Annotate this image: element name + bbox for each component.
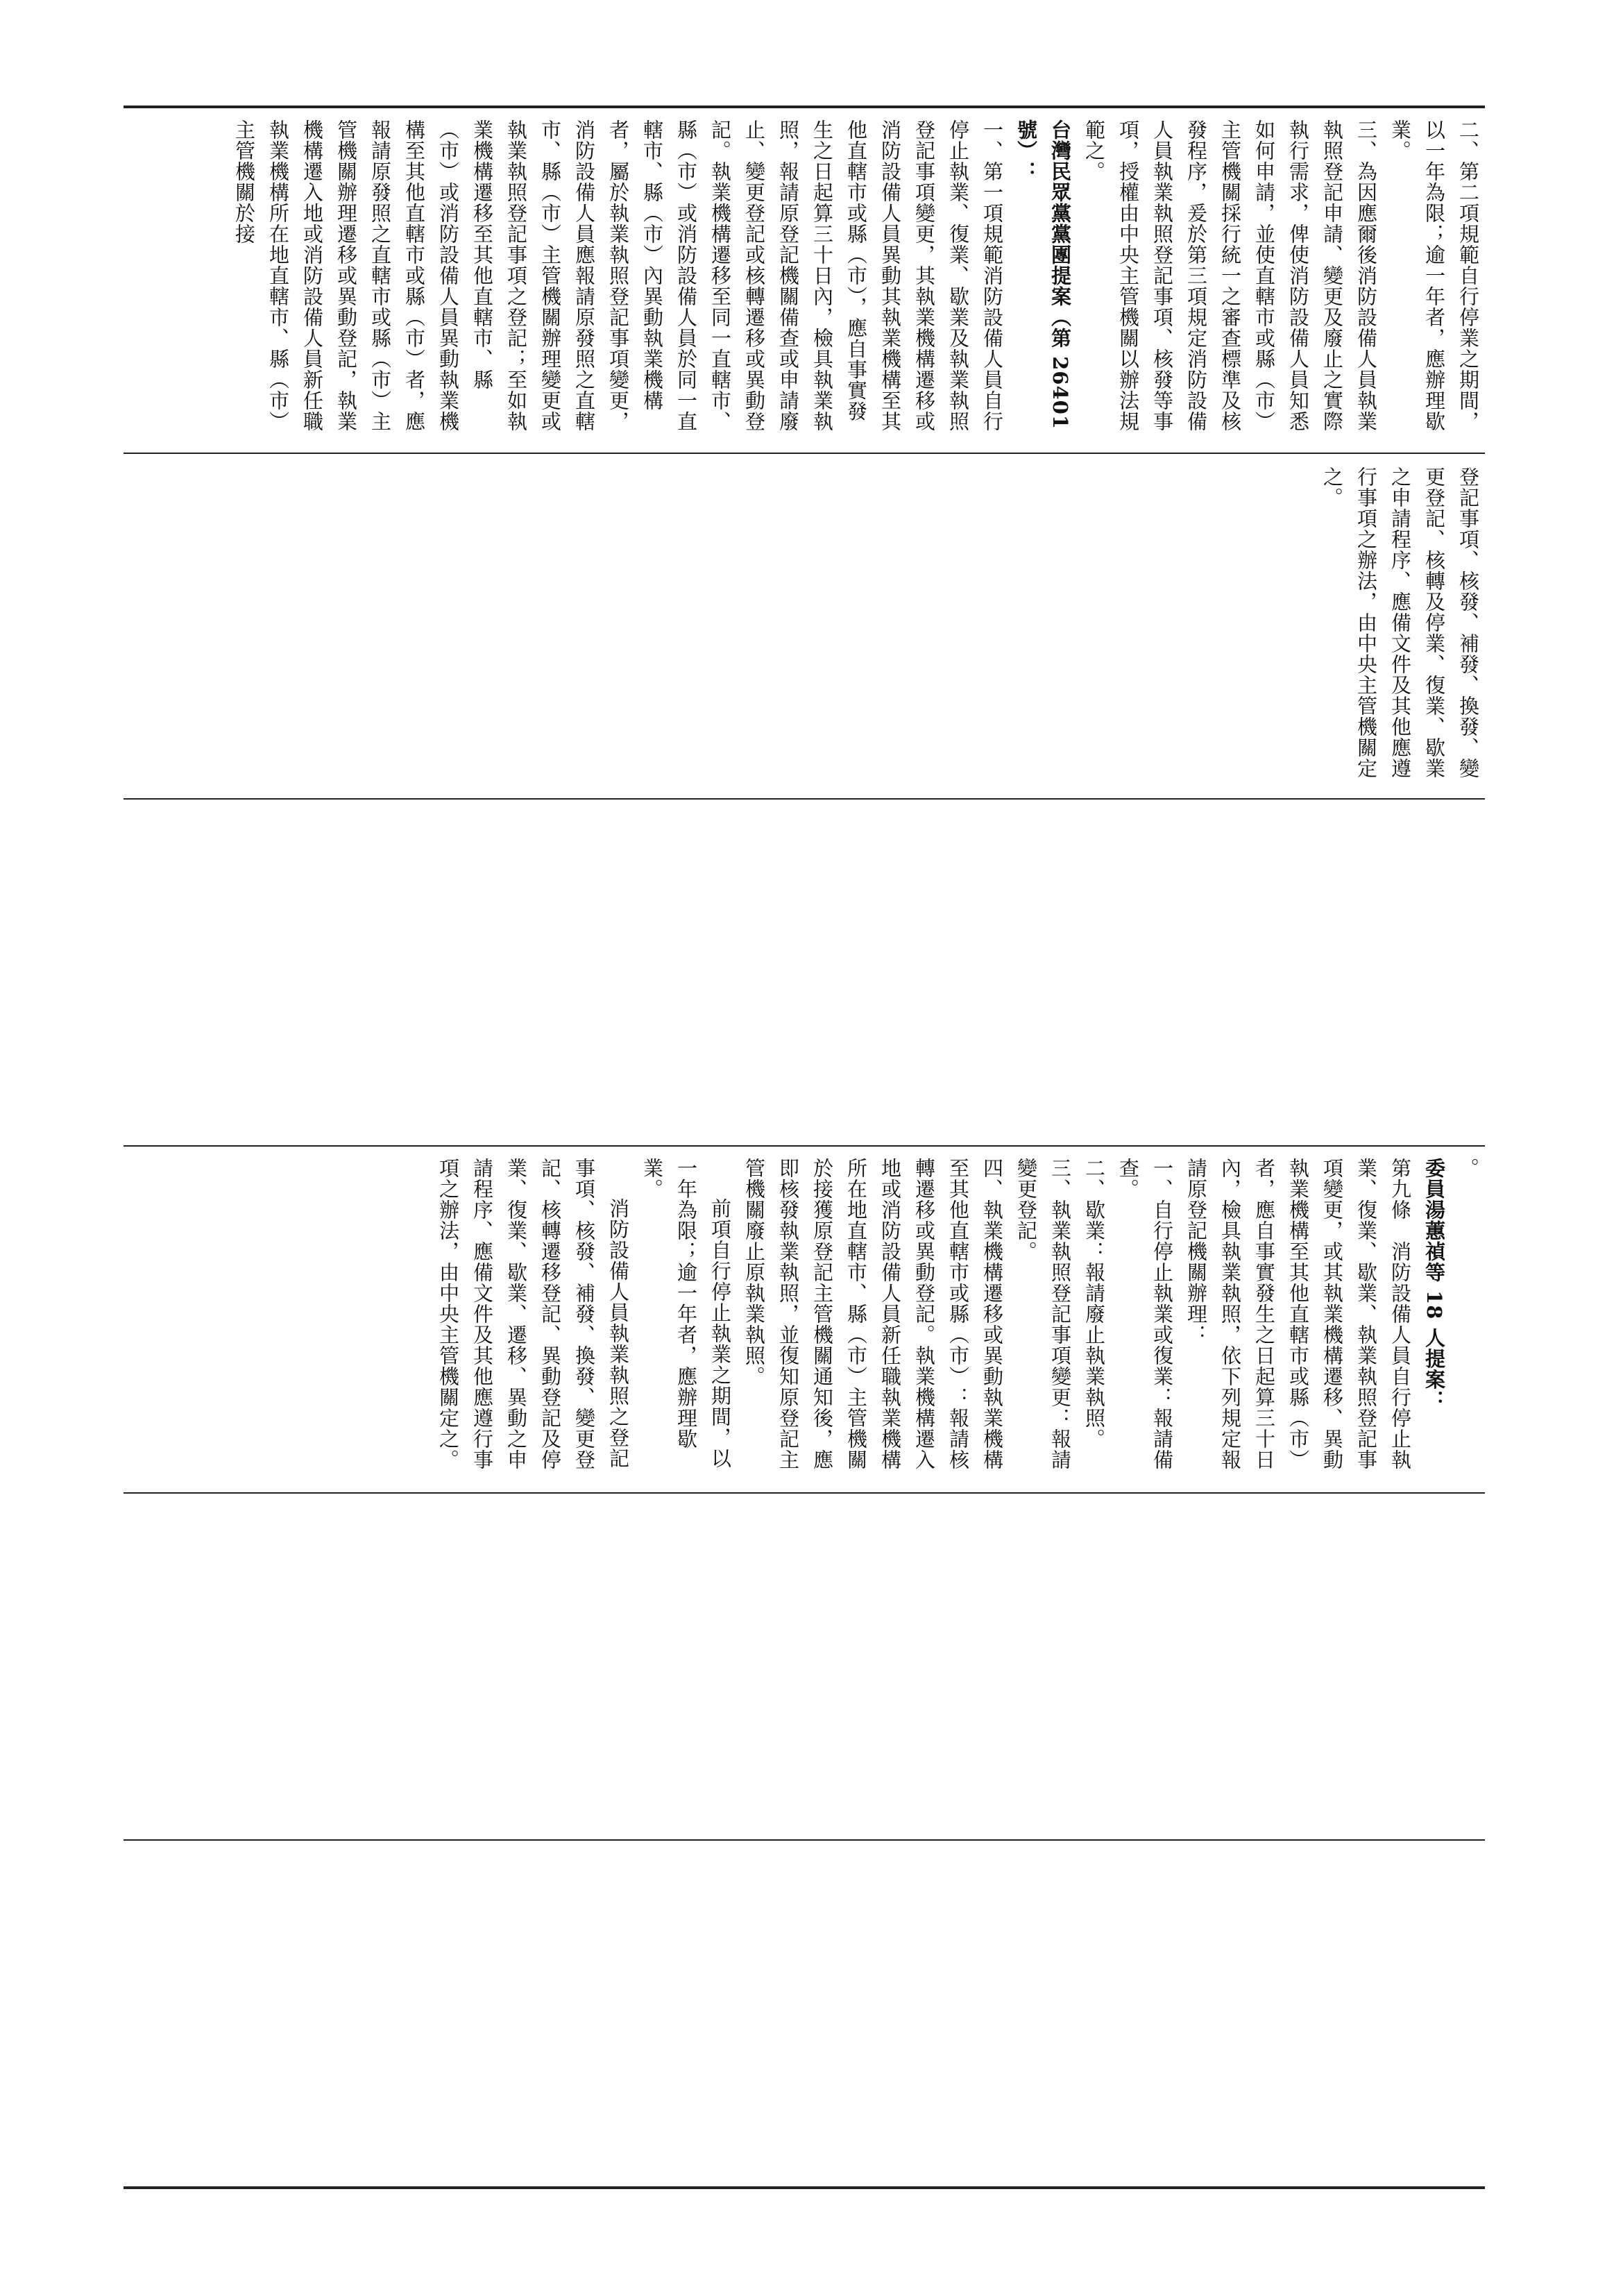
article-paragraph: 第九條 消防設備人員自行停止執業、復業、歇業、執業執照登記事項變更，或其執業機構遷移、異動執業機構至其他直轄市或縣（市）者，應自事實發生之日起算三十日內，檢具執業執照，依下列規定報請原登記機關辦理：	[1184, 1158, 1412, 1470]
paragraph: 。	[1456, 1158, 1480, 1179]
proposal-heading: 台灣民眾黨黨團提案（第 26401 號）：	[1014, 119, 1072, 430]
table-rule-top	[124, 105, 1485, 108]
article-cell	[1027, 466, 1488, 786]
article-paragraph: 前項自行停止執業之期間，以一年為限；逾一年者，應辦理歇業。	[640, 1158, 732, 1469]
empty-cell	[124, 800, 1485, 1144]
empty-cell	[124, 1841, 1485, 2185]
article-item: 二、歇業：報請廢止執業執照。	[1082, 1158, 1106, 1449]
article-item: 四、執業機構遷移或異動執業機構至其他直轄市或縣（市）：報請核轉遷移或異動登記。執業機構遷入地或消防設備人員新任職執業機構所在地直轄市、縣（市）主管機關於接獲原登記主管機關通知後，應即核發執業執照，並復知原登記主管機關廢止原執業執照。	[742, 1158, 1004, 1470]
proposal-cell	[436, 1158, 1488, 1484]
paragraph: 一、第一項規範消防設備人員自行停止執業、復業、歇業及執業執照登記事項變更，其執業機構遷移或消防設備人員異動其執業機構至其他直轄市或縣（市），應自事實發生之日起算三十日內，檢具執業執照，報請原登記機關備查或申請廢止、變更登記或核轉遷移或異動登記。執業機構遷移至同一直轄市、縣（市）或消防設備人員於同一直轄市、縣（市）內異動執業機構者，屬於執業執照登記事項變更，消防設備人員應報請原發照之直轄市、縣（市）主管機關辦理變更或執業執照登記事項之登記；至如執業機構遷移至其他直轄市、縣（市）或消防設備人員異動執業機構至其他直轄市或縣（市）者，應報請原發照之直轄市或縣（市）主管機關辦理遷移或異動登記，執業機構遷入地或消防設備人員新任職執業機構所在地直轄市、縣（市）主管機關於接	[232, 119, 1004, 432]
article-item: 三、執業執照登記事項變更：報請變更登記。	[1014, 1158, 1072, 1470]
table-rule	[124, 453, 1485, 454]
empty-cell	[124, 1494, 1485, 1838]
proposal-heading: 委員湯蕙禎等 18 人提案：	[1422, 1158, 1446, 1411]
paragraph: 登記事項、核發、補發、換發、變更登記、核轉及停業、復業、歇業之申請程序、應備文件及其他應遵行事項之辦法，由中央主管機關定之。	[1320, 466, 1480, 779]
paragraph: 三、為因應爾後消防設備人員執業執照登記申請、變更及廢止之實際執行需求，俾使消防設備人員知悉如何申請，並使直轄市或縣（市）主管機關採行統一之審查標準及核發程序，爰於第三項規定消防設備人員執業執照登記事項、核發等事項，授權由中央主管機關以辦法規範之。	[1082, 119, 1378, 432]
table-rule-bottom	[124, 2186, 1485, 2189]
article-item: 一、自行停止執業或復業：報請備查。	[1116, 1158, 1174, 1470]
explanation-cell	[124, 119, 1488, 439]
table-rule	[124, 1145, 1485, 1147]
paragraph: 二、第二項規範自行停業之期間，以一年為限；逾一年者，應辦理歇業。	[1388, 119, 1480, 432]
article-paragraph: 消防設備人員執業執照之登記事項、核發、補發、換發、變更登記、核轉遷移登記、異動登記及停業、復業、歇業、遷移、異動之申請程序、應備文件及其他應遵行事項之辦法，由中央主管機關定之。	[436, 1158, 630, 1470]
